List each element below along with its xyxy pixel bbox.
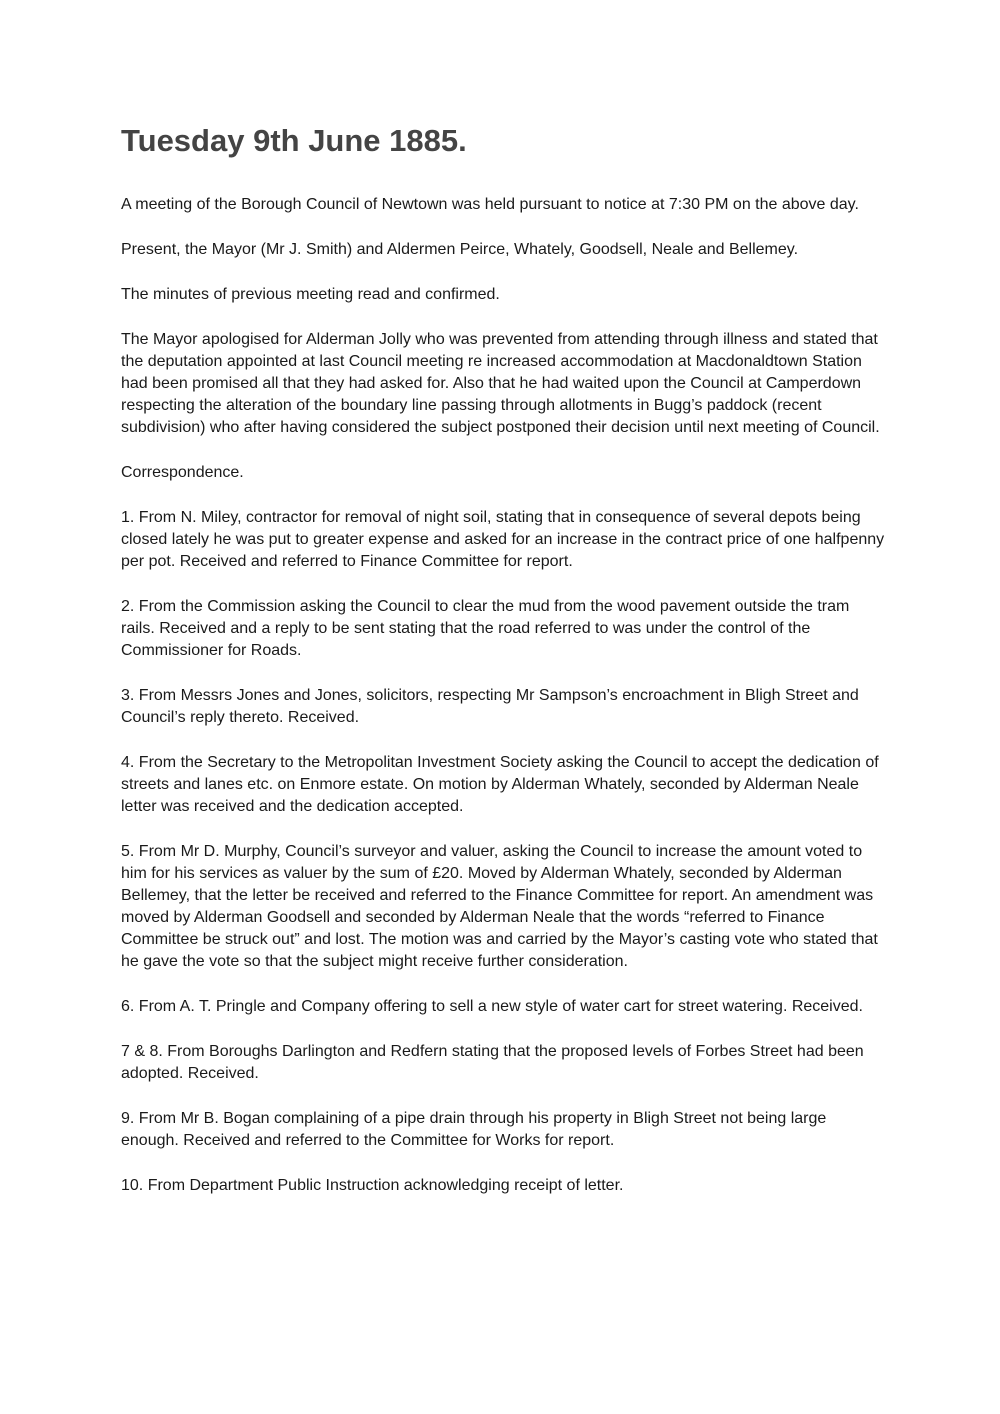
paragraph-present: Present, the Mayor (Mr J. Smith) and Aldermen Peirce, Whately, Goodsell, Neale and Bellemey. <box>121 241 799 258</box>
paragraph-meeting-notice: A meeting of the Borough Council of Newtown was held pursuant to notice at 7:30 PM on the above day. <box>121 196 859 213</box>
correspondence-item-5: 5. From Mr D. Murphy, Council’s surveyor and valuer, asking the Council to increase the amount voted to him for his services as valuer by the sum of £20. Moved by Alderman Whately, seconded by Alderman Bellemey, that the letter be received and referred to the Finance Committee for report. An amendment was moved by Alderman Goodsell and seconded by Alderman Neale that the words “referred to Finance Committee be struck out” and lost. The motion was and carried by the Mayor’s casting vote who stated that he gave the vote so that the subject might receive further consideration. <box>121 843 878 970</box>
correspondence-item-2: 2. From the Commission asking the Council to clear the mud from the wood pavement outside the tram rails. Received and a reply to be sent stating that the road referred to was under the control of the Commissioner for Roads. <box>121 598 850 659</box>
paragraph-mayor-apology: The Mayor apologised for Alderman Jolly who was prevented from attending through illness and stated that the deputation appointed at last Council meeting re increased accommodation at Macdonaldtown Station had been promised all that they had asked for. Also that he had waited upon the Council at Camperdown respecting the alteration of the boundary line passing through allotments in Bugg’s paddock (recent subdivision) who after having considered the subject postponed their decision until next meeting of Council. <box>121 331 880 436</box>
section-heading-correspondence: Correspondence. <box>121 464 244 481</box>
correspondence-item-7-8: 7 & 8. From Boroughs Darlington and Redfern stating that the proposed levels of Forbes Street had been adopted. Received. <box>121 1043 864 1082</box>
correspondence-item-4: 4. From the Secretary to the Metropolitan Investment Society asking the Council to accept the dedication of streets and lanes etc. on Enmore estate. On motion by Alderman Whately, seconded by Alderman Neale letter was received and the dedication accepted. <box>121 754 879 815</box>
correspondence-item-9: 9. From Mr B. Bogan complaining of a pipe drain through his property in Bligh Street not being large enough. Received and referred to the Committee for Works for report. <box>121 1110 827 1149</box>
page-title: Tuesday 9th June 1885. <box>121 123 467 158</box>
document-page <box>121 118 886 1220</box>
correspondence-item-1: 1. From N. Miley, contractor for removal of night soil, stating that in consequence of several depots being closed lately he was put to greater expense and asked for an increase in the contract price of one halfpenny per pot. Received and referred to Finance Committee for report. <box>121 509 885 570</box>
correspondence-item-3: 3. From Messrs Jones and Jones, solicitors, respecting Mr Sampson’s encroachment in Bligh Street and Council’s reply thereto. Received. <box>121 687 859 726</box>
correspondence-item-6: 6. From A. T. Pringle and Company offering to sell a new style of water cart for street watering. Received. <box>121 998 863 1015</box>
correspondence-item-10: 10. From Department Public Instruction acknowledging receipt of letter. <box>121 1177 624 1194</box>
paragraph-minutes: The minutes of previous meeting read and confirmed. <box>121 286 500 303</box>
